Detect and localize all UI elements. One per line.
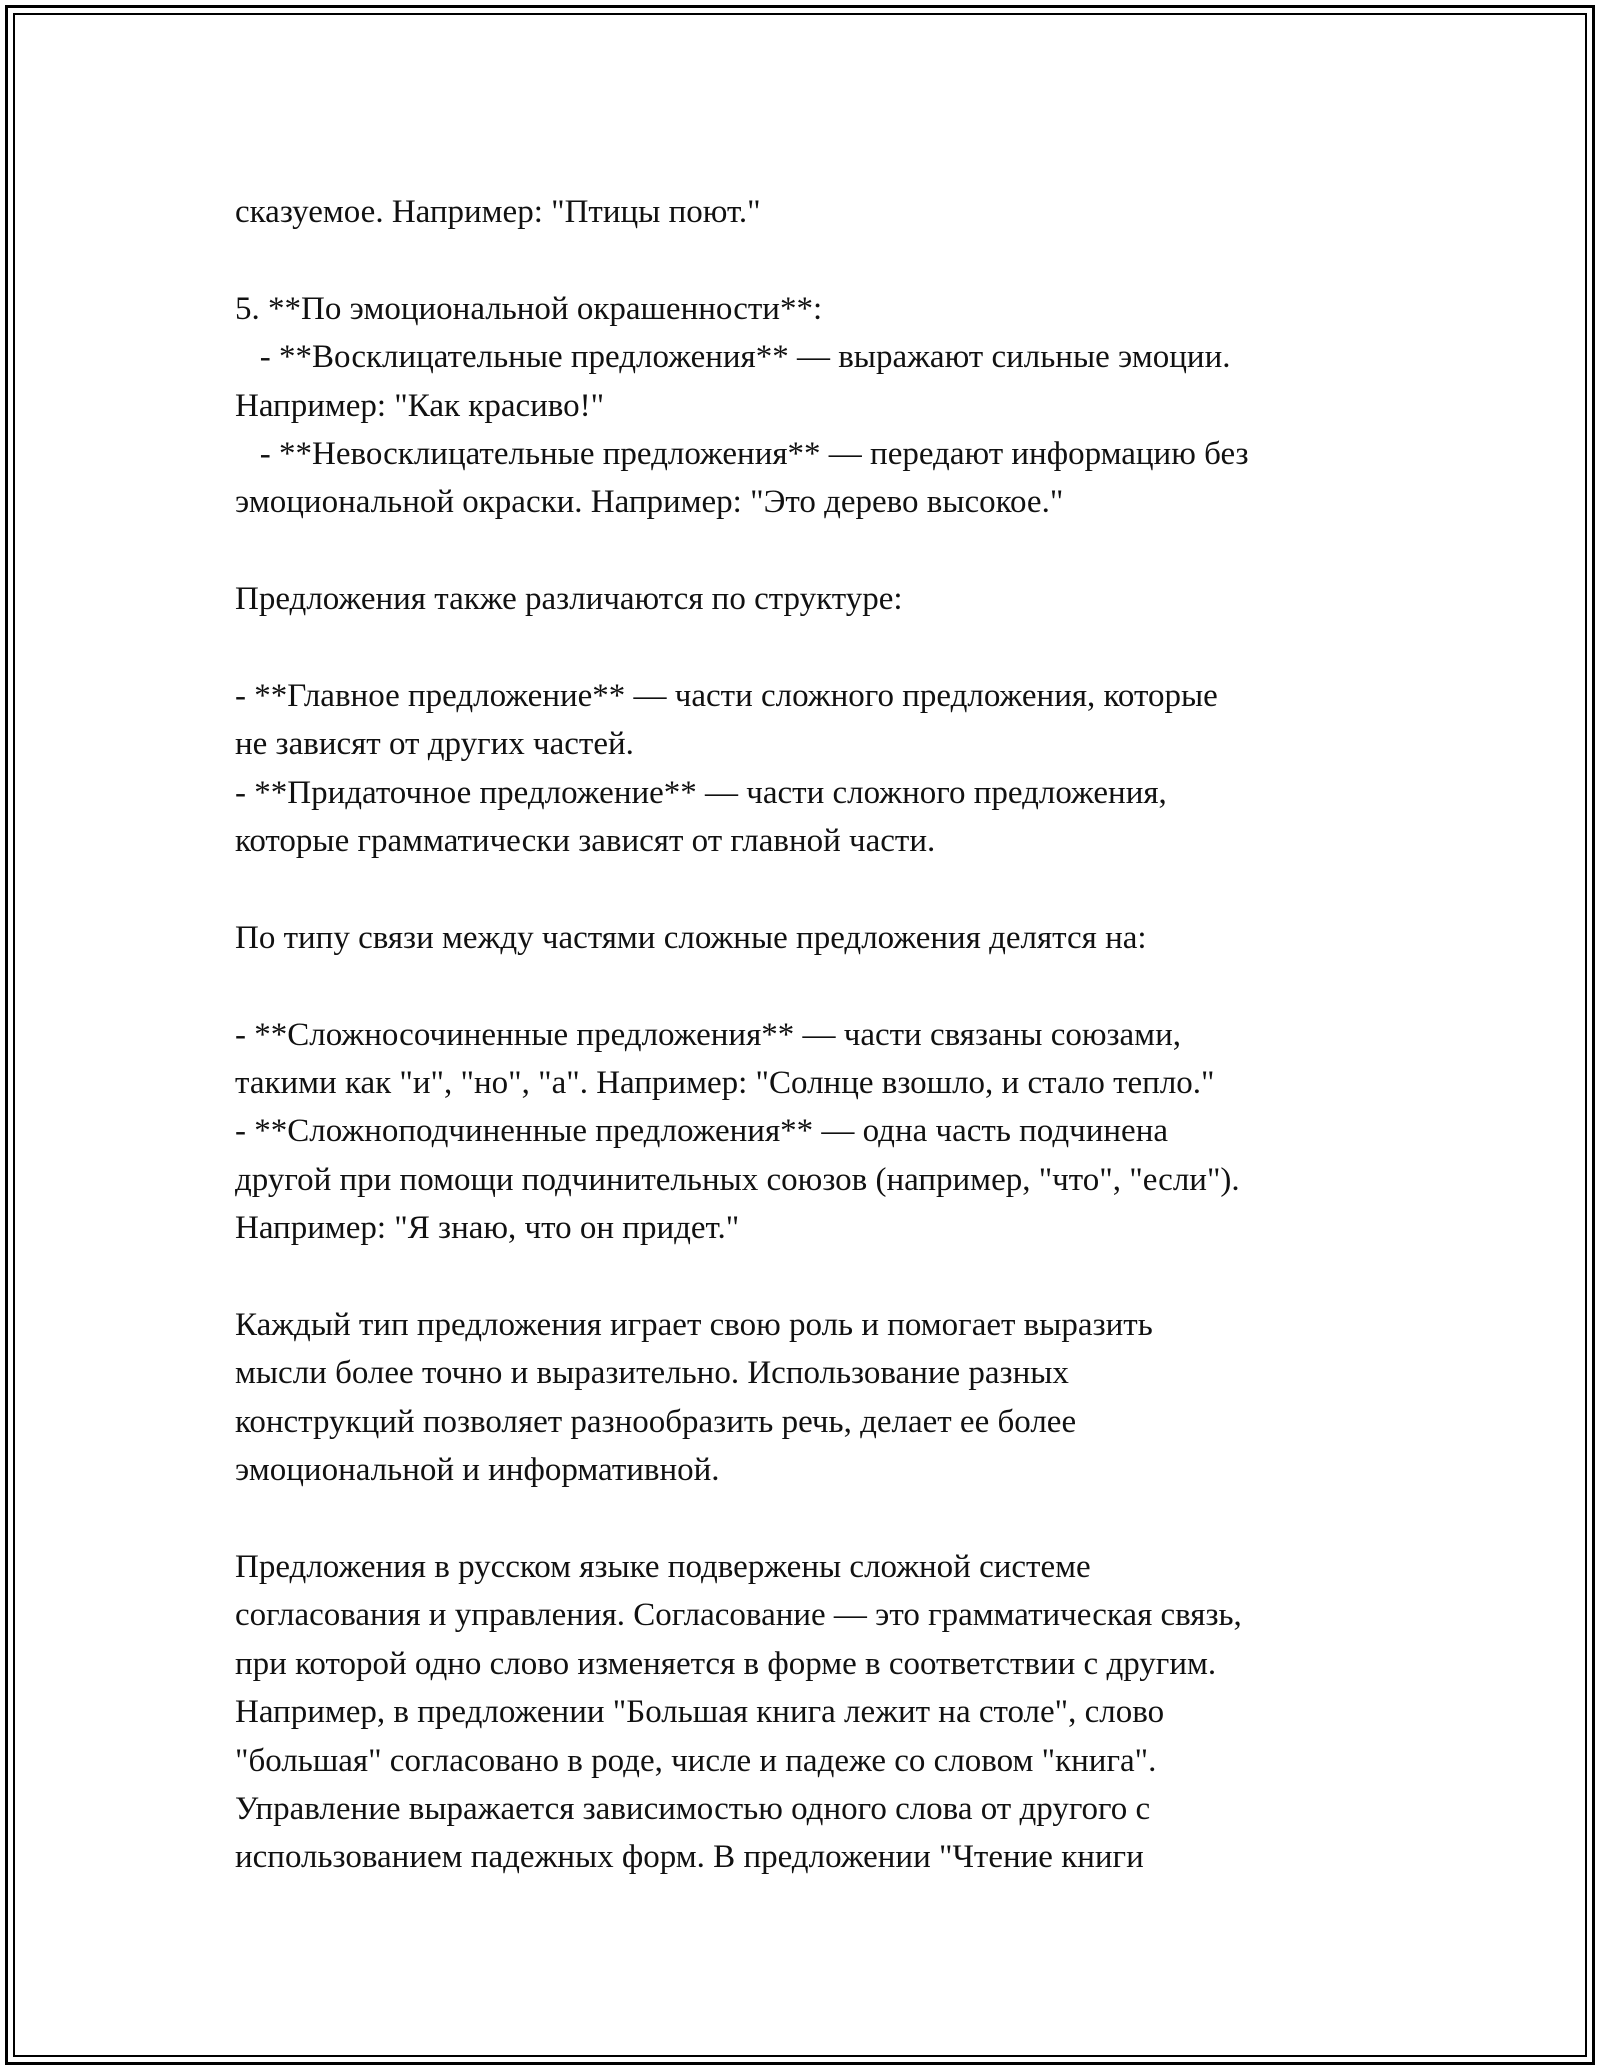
list-item: - **Главное предложение** — части сложного предложения, которые <box>235 677 1218 714</box>
blank-line <box>235 624 1395 672</box>
paragraph-line: согласования и управления. Согласование — это грамматическая связь, <box>235 1597 1242 1634</box>
text-line: эмоциональной окраски. Например: "Это дерево высокое." <box>235 484 1064 521</box>
blank-line <box>235 962 1395 1010</box>
section-heading: 5. **По эмоциональной окрашенности**: <box>235 290 823 327</box>
paragraph-line: эмоциональной и информативной. <box>235 1452 720 1489</box>
list-item: - **Сложносочиненные предложения** — части связаны союзами, <box>235 1016 1181 1053</box>
list-item: - **Невосклицательные предложения** — передают информацию без <box>235 435 1249 472</box>
paragraph-line: конструкций позволяет разнообразить речь, делает ее более <box>235 1403 1077 1440</box>
paragraph-line: при которой одно слово изменяется в форме в соответствии с другим. <box>235 1645 1217 1682</box>
text-line: не зависят от других частей. <box>235 726 634 763</box>
list-item: - **Сложноподчиненные предложения** — одна часть подчинена <box>235 1113 1169 1150</box>
document-body <box>235 188 1395 1882</box>
list-item: - **Восклицательные предложения** — выражают сильные эмоции. <box>235 339 1231 376</box>
blank-line <box>235 865 1395 913</box>
text-line: Например: "Я знаю, что он придет." <box>235 1210 740 1247</box>
text-line: которые грамматически зависят от главной части. <box>235 823 936 860</box>
paragraph-line: Управление выражается зависимостью одного слова от другого с <box>235 1790 1151 1827</box>
text-line: сказуемое. Например: "Птицы поют." <box>235 194 761 230</box>
paragraph-line: Каждый тип предложения играет свою роль и помогает выразить <box>235 1306 1153 1343</box>
text-line: другой при помощи подчинительных союзов (например, "что", "если"). <box>235 1161 1240 1198</box>
paragraph-line: мысли более точно и выразительно. Использование разных <box>235 1355 1069 1392</box>
blank-line <box>235 1495 1395 1543</box>
list-item: - **Придаточное предложение** — части сложного предложения, <box>235 774 1167 811</box>
paragraph-line: Например, в предложении "Большая книга лежит на столе", слово <box>235 1694 1165 1731</box>
blank-line <box>235 1253 1395 1301</box>
text-line: Например: "Как красиво!" <box>235 387 605 424</box>
blank-line <box>235 527 1395 575</box>
paragraph-line: Предложения также различаются по структуре: <box>235 581 903 618</box>
paragraph-line: Предложения в русском языке подвержены сложной системе <box>235 1548 1091 1585</box>
paragraph-line: "большая" согласовано в роде, числе и падеже со словом "книга". <box>235 1742 1157 1779</box>
text-line: такими как "и", "но", "а". Например: "Солнце взошло, и стало тепло." <box>235 1065 1215 1102</box>
blank-line <box>235 236 1395 284</box>
paragraph-line: использованием падежных форм. В предложении "Чтение книги <box>235 1839 1144 1876</box>
paragraph-line: По типу связи между частями сложные предложения делятся на: <box>235 919 1147 956</box>
